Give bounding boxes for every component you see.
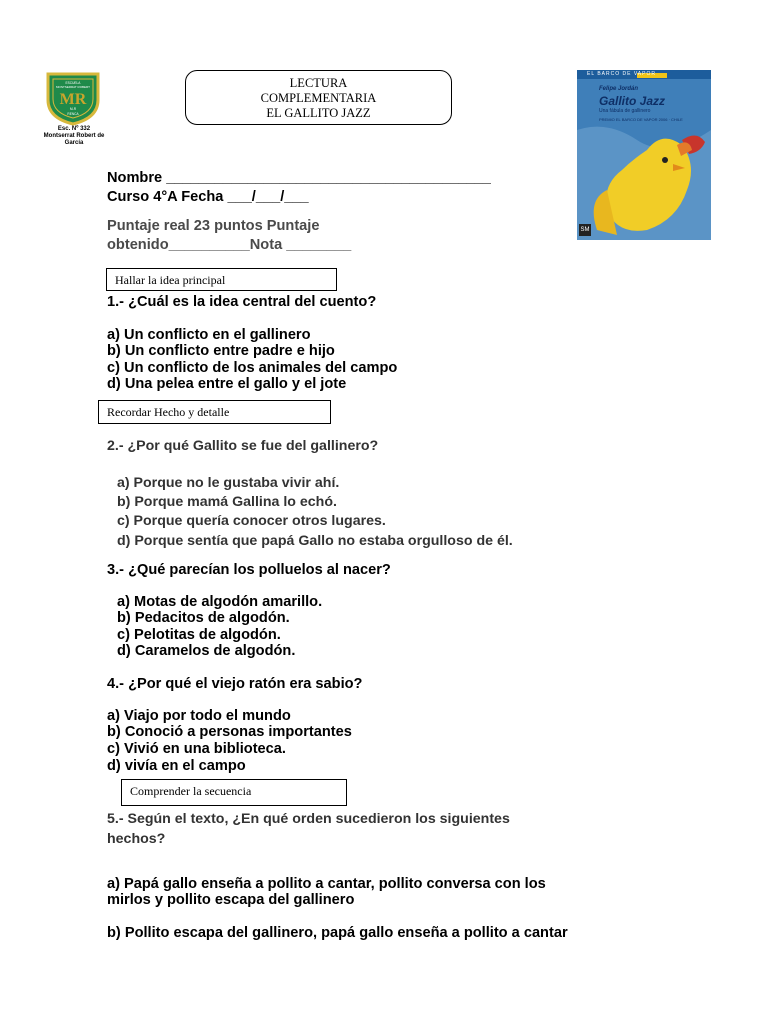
section-label-fact-detail: Recordar Hecho y detalle — [98, 400, 331, 424]
q2-option-d: d) Porque sentía que papá Gallo no estaba orgulloso de él. — [117, 533, 513, 549]
title-line-2: COMPLEMENTARIA — [260, 91, 377, 105]
q1-question: 1.- ¿Cuál es la idea central del cuento? — [107, 294, 377, 310]
q1-option-b: b) Un conflicto entre padre e hijo — [107, 343, 335, 359]
logo-shield-text-2: M-R — [69, 107, 77, 111]
q4-option-a: a) Viajo por todo el mundo — [107, 708, 291, 724]
logo-shield-text-1: MONTSERRAT ROBERT — [55, 85, 91, 89]
q1-option-c: c) Un conflicto de los animales del campo — [107, 360, 398, 376]
cover-title: Gallito Jazz — [599, 94, 666, 108]
score-line-2: obtenido__________Nota ________ — [107, 237, 352, 253]
logo-caption-line-2: Montserrat Robert de García — [43, 133, 105, 146]
logo-monogram: MR — [59, 91, 87, 108]
logo-caption-line-1: Esc. Nº 332 — [57, 126, 91, 132]
book-cover — [577, 70, 711, 240]
q3-option-c: c) Pelotitas de algodón. — [117, 627, 281, 643]
logo-shield-text-3: RENCA — [67, 112, 79, 116]
q2-question: 2.- ¿Por qué Gallito se fue del gallinero? — [107, 438, 379, 454]
score-line-1: Puntaje real 23 puntos Puntaje — [107, 218, 320, 234]
title-line-3: EL GALLITO JAZZ — [266, 106, 371, 120]
q2-option-b: b) Porque mamá Gallina lo echó. — [117, 494, 337, 510]
q4-option-d: d) vivía en el campo — [107, 758, 246, 774]
logo-caption — [34, 126, 114, 147]
q1-option-a: a) Un conflicto en el gallinero — [107, 327, 311, 343]
title-box — [185, 70, 452, 125]
cover-publisher: SM — [579, 224, 591, 236]
q5-option-b-line-1: b) Pollito escapa del gallinero, papá gallo enseña a pollito a cantar — [107, 925, 568, 941]
q5-question-line-2: hechos? — [107, 831, 166, 847]
cover-subtitle: Una fábula de gallinero — [599, 108, 651, 114]
title-line-1: LECTURA — [289, 76, 348, 90]
q3-question: 3.- ¿Qué parecían los polluelos al nacer? — [107, 562, 391, 578]
q2-option-c: c) Porque quería conocer otros lugares. — [117, 513, 386, 529]
cover-series: EL BARCO DE VAPOR — [587, 71, 656, 77]
q3-option-a: a) Motas de algodón amarillo. — [117, 594, 323, 610]
section-label-main-idea: Hallar la idea principal — [106, 268, 337, 291]
course-date-line: Curso 4°A Fecha ___/___/___ — [107, 189, 309, 205]
q3-option-b: b) Pedacitos de algodón. — [117, 610, 290, 626]
school-logo — [44, 70, 102, 126]
cover-author: Felipe Jordán — [599, 86, 639, 92]
q5-question-line-1: 5.- Según el texto, ¿En qué orden sucedieron los siguientes — [107, 811, 510, 827]
q4-option-b: b) Conoció a personas importantes — [107, 724, 352, 740]
q3-option-d: d) Caramelos de algodón. — [117, 643, 296, 659]
logo-shield-text-0: ESCUELA — [65, 81, 81, 85]
q2-option-a: a) Porque no le gustaba vivir ahí. — [117, 475, 340, 491]
section-label-sequence: Comprender la secuencia — [121, 779, 347, 806]
cover-note: PREMIO EL BARCO DE VAPOR 2006 · CHILE — [599, 117, 683, 122]
q4-option-c: c) Vivió en una biblioteca. — [107, 741, 286, 757]
q1-option-d: d) Una pelea entre el gallo y el jote — [107, 376, 347, 392]
q5-option-a-line-2: mirlos y pollito escapa del gallinero — [107, 892, 355, 908]
q5-option-a-line-1: a) Papá gallo enseña a pollito a cantar, pollito conversa con los — [107, 876, 546, 892]
q4-question: 4.- ¿Por qué el viejo ratón era sabio? — [107, 676, 363, 692]
name-field-line: Nombre ________________________________________ — [107, 170, 491, 186]
